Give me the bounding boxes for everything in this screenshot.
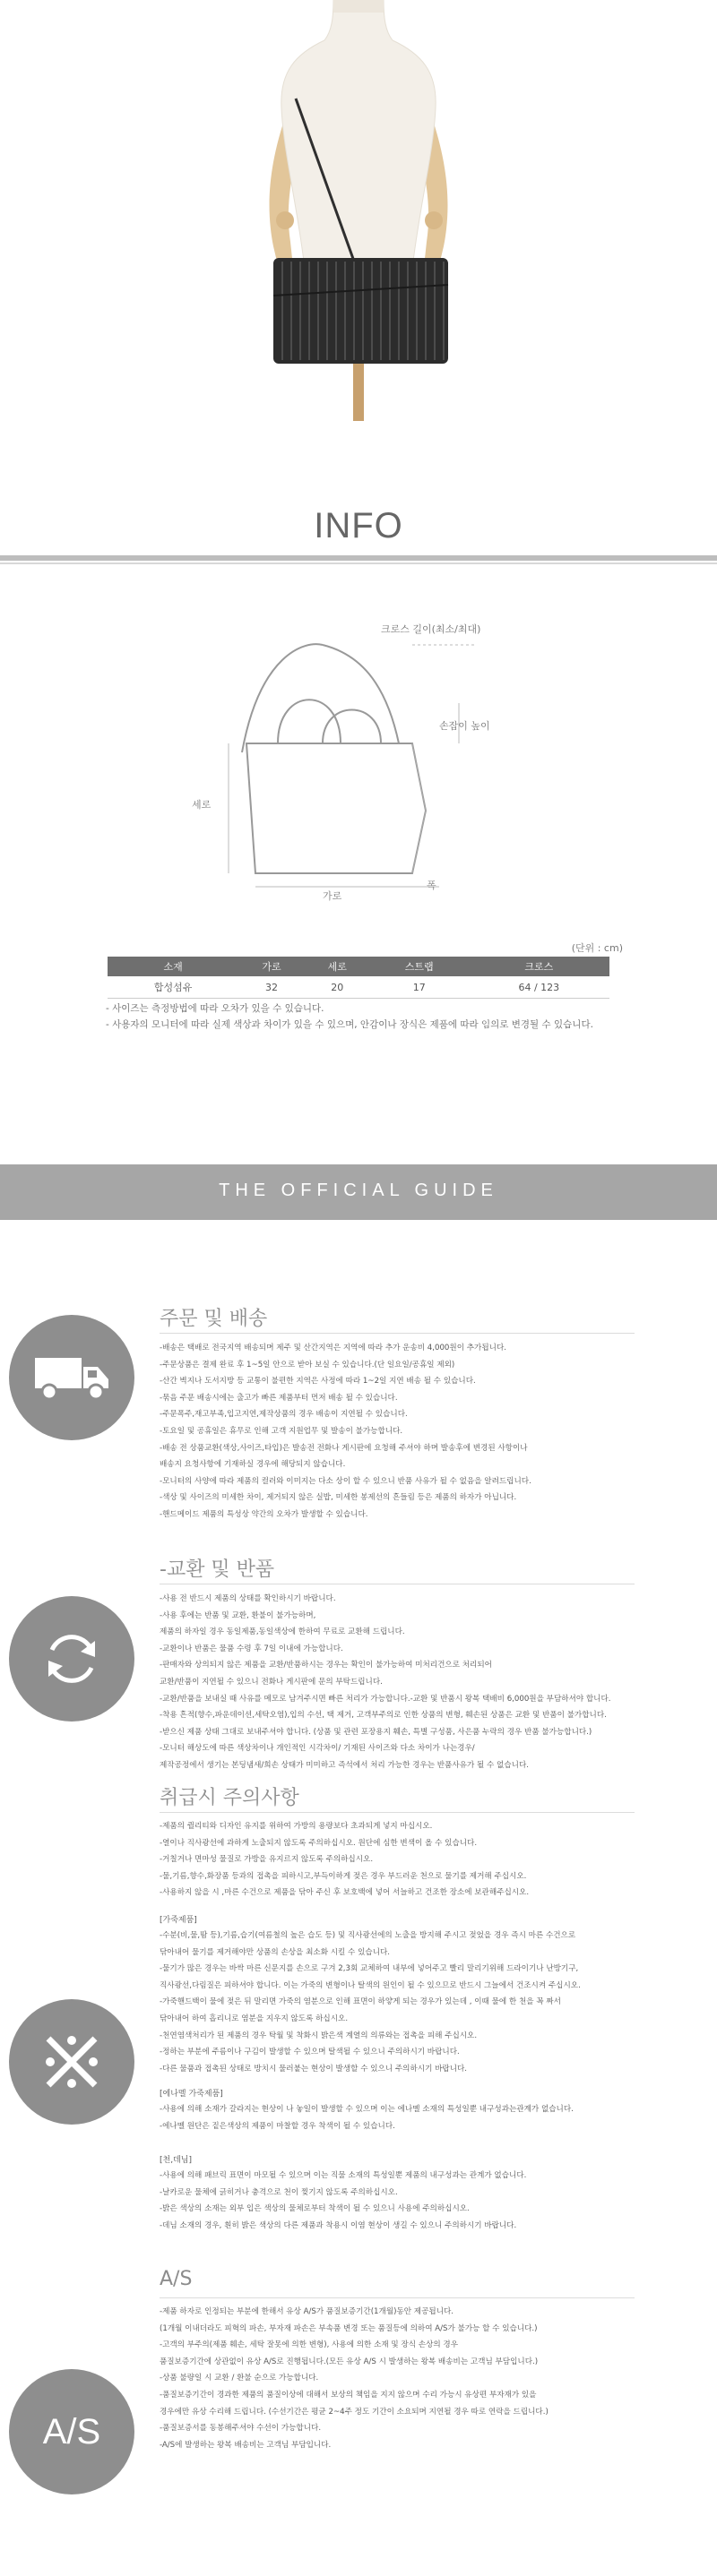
size-note-2: - 사용자의 모니터에 따라 실제 색상과 차이가 있을 수 있으며, 안감이나 장식은 제품에 따라 임의로 변경될 수 있습니다.	[106, 1019, 593, 1030]
list-item: -모니터의 사양에 따라 제품의 컬러와 이미지는 다소 상이 할 수 있으니 반품 사유가 될 수 없음을 알려드립니다.	[160, 1476, 531, 1486]
order-info-list	[160, 1340, 697, 1524]
care-general-list	[160, 1818, 697, 1902]
size-note-1: - 사이즈는 측정방법에 따라 오차가 있을 수 있습니다.	[106, 1003, 324, 1014]
cell-width: 32	[238, 976, 304, 999]
section-title-exchange: -교환 및 반품	[160, 1558, 275, 1581]
cell-strap: 17	[370, 976, 469, 999]
list-item: -거칠거나 면마성 물질로 가방을 유지르지 않도록 주의하십시오.	[160, 1855, 374, 1865]
list-item: -천연염색처리가 된 제품의 경우 탁월 및 착화시 밝은색 계열의 의류와는 접촉을 피해 주십시오.	[160, 2031, 478, 2040]
list-item: -모니터 해상도에 따른 색상차이나 개인적인 시각차이/ 기재된 사이즈와 다소 차이가 나는경우/	[160, 1744, 475, 1754]
list-item: -배송은 택배로 전국지역 배송되며 제주 및 산간지역은 지역에 따라 추가 운송비 4,000원이 추가됩니다.	[160, 1344, 506, 1352]
list-item: -사용하지 않을 시 ,마른 수건으로 제품을 닦아 주신 후 보호백에 넣어 서늘하고 건조한 장소에 보관해주십시오.	[160, 1888, 530, 1898]
list-item: -묶음 주문 배송시에는 출고가 빠른 제품부터 먼저 배송 될 수 있습니다.	[160, 1393, 398, 1403]
delivery-truck-icon	[9, 1315, 134, 1440]
list-item: 경우에만 유상 수리해 드립니다. (수선기간은 평균 2~4주 정도 기간이 소요되며 지연될 경우 따로 연락을 드립니다.)	[160, 2407, 549, 2417]
header-height: 세로	[305, 957, 370, 976]
list-item: -사용 후에는 반품 및 교환, 환불이 불가능하며,	[160, 1610, 316, 1620]
depth-label: 폭	[427, 880, 436, 891]
list-item: -품질보증기간이 경과한 제품의 품질이상에 대해서 보상의 책임을 지지 않으며 수리 가능시 유상편 부자재가 있을	[160, 2390, 537, 2400]
list-item: -물기가 많은 경우는 바싹 마른 신문지를 손으로 구겨 2,3회 교체하여 내부에 넣어주고 빨리 말리기위해 드라이기나 난방기구,	[160, 1964, 579, 1974]
subheading-fabric: [천,데님]	[160, 2156, 192, 2165]
list-item: -사용 전 반드시 제품의 상태를 확인하시기 바랍니다.	[160, 1594, 336, 1603]
caution-cross-icon	[9, 1999, 134, 2125]
list-item: 제품의 하자일 경우 동일제품,동일색상에 한하여 무료로 교환해 드립니다.	[160, 1627, 405, 1637]
list-item: 배송지 요청사항에 기재하실 경우에 해당되지 않습니다.	[160, 1460, 346, 1470]
header-width: 가로	[238, 957, 304, 976]
as-info-list	[160, 2304, 697, 2453]
header-cross: 크로스	[469, 957, 609, 976]
product-photo	[0, 0, 717, 421]
list-item: -제품의 퀄리티와 디자인 유지를 위하여 가방의 용량보다 초과되게 넣지 마십시오.	[160, 1822, 433, 1831]
list-item: 닦아내어 하여 흡리니로 염분을 지우지 않도록 하십시오.	[160, 2014, 349, 2023]
exchange-arrows-icon	[9, 1596, 134, 1722]
list-item: -받으신 제품 상태 그대로 보내주셔야 합니다. (상품 및 관련 포장용지 훼손, 특별 구성품, 사은품 누락의 경우 반품 불가능합니다.)	[160, 1727, 592, 1737]
section-divider	[160, 1812, 635, 1813]
list-item: -정하는 부분에 주름이나 구김이 발생할 수 있으며 탈색될 수 있으니 주의하시기 바랍니다.	[160, 2048, 460, 2057]
cell-height: 20	[305, 976, 370, 999]
list-item: -열이나 직사광선에 과하게 노출되지 않도록 주의하십시오. 원단에 심한 변색이 올 수 있습니다.	[160, 1838, 478, 1848]
size-diagram	[192, 618, 511, 905]
cell-cross: 64 / 123	[469, 976, 609, 999]
section-divider	[160, 2297, 635, 2298]
header-strap: 스트랩	[370, 957, 469, 976]
as-service-icon	[9, 2369, 134, 2494]
list-item: -주문폭주,재고부족,입고지연,제작상품의 경우 배송이 지연될 수 있습니다.	[160, 1410, 408, 1420]
unit-note: (단위 : cm)	[571, 942, 623, 954]
list-item: 교환/반품이 지연될 수 있으니 전화나 게시판에 문의 부탁드립니다.	[160, 1677, 383, 1687]
list-item: -수분(비,물,땀 등),기름,습기(여름철의 높은 습도 등) 및 직사광선에의 노출을 방지해 주시고 젖었을 경우 즉시 마른 수건으로	[160, 1931, 576, 1940]
list-item: -제품 하자로 인정되는 부분에 한해서 유상 A/S가 품질보증기간(1개월)동안 제공됩니다.	[160, 2307, 454, 2316]
list-item: -교환이나 반품은 물품 수령 후 7일 이내에 가능합니다.	[160, 1644, 343, 1653]
size-table	[108, 957, 609, 999]
exchange-info-list	[160, 1591, 697, 1774]
list-item: -판매자와 상의되지 않은 제품을 교환/반품하시는 경우는 확인이 불가능하여 미처리건으로 처리되어	[160, 1661, 492, 1670]
list-item: -토요일 및 공휴일은 휴무로 인해 고객 지원업무 및 발송이 불가능합니다.	[160, 1426, 403, 1436]
guide-title: THE OFFICIAL GUIDE	[219, 1181, 498, 1200]
list-item: 직사광선,다림질은 피하셔야 합니다. 이는 가죽의 변형이나 탈색의 원인이 될 수 있으므로 반드시 그늘에서 건조시켜 주십시오.	[160, 1980, 581, 1990]
list-item: -고객의 부주의(제품 훼손, 세탁 잘못에 의한 변형), 사용에 의한 소재 및 장식 손상의 경우	[160, 2340, 459, 2350]
header-material: 소재	[108, 957, 238, 976]
list-item: -밝은 색상의 소재는 외부 입은 색상의 물체로부터 착색이 될 수 있으니 사용에 주의하십시오.	[160, 2204, 470, 2214]
list-item: -에나멜 원단은 짙은색상의 제품이 마찰할 경우 착색이 될 수 있습니다.	[160, 2121, 395, 2131]
list-item: -다른 물품과 접촉된 상태로 방치시 물러붙는 현상이 발생할 수 있으니 주의하시기 바랍니다.	[160, 2064, 468, 2074]
list-item: -산간 벽지나 도서지방 등 교통이 불편한 지역은 사정에 따라 1~2일 지연 배송 될 수 있습니다.	[160, 1377, 476, 1387]
list-item: -색상 및 사이즈의 미세한 차이, 제거되지 않은 실밥, 미세한 봉제선의 흔들림 등은 제품의 하자가 아닙니다.	[160, 1493, 517, 1503]
list-item: -사용에 의해 소재가 갈라지는 현상이 나 놓일이 발생할 수 있으며 이는 에나멜 소재의 특성일뿐 내구성과는관계가 없습니다.	[160, 2105, 574, 2114]
info-divider	[0, 555, 717, 561]
list-item: -날카로운 물체에 긁히거나 충격으로 천이 찢기지 않도록 주의하십시오.	[160, 2187, 398, 2197]
info-divider-thin	[0, 562, 717, 564]
subheading-enamel: [에나멜 가죽제품]	[160, 2090, 223, 2099]
list-item: 품질보증기간에 상관없이 유상 A/S로 진행됩니다.(모든 유상 A/S 시 발생하는 왕복 배송비는 고객님 부담입니다.)	[160, 2357, 539, 2366]
list-item: -가죽핸드백이 물에 젖은 뒤 말리면 가죽의 염분으로 인해 표면이 하얗게 되는 경우가 있는데 , 이때 물에 한 천을 꼭 짜서	[160, 1997, 561, 2007]
list-item: -A/S에 발생하는 왕복 배송비는 고객님 부담입니다.	[160, 2440, 332, 2450]
size-table-header	[108, 957, 609, 976]
info-title: INFO	[314, 506, 403, 545]
section-title-order: 주문 및 배송	[160, 1308, 268, 1330]
list-item: -사용에 의해 패브릭 표면이 마모될 수 있으며 이는 직물 소재의 특성일뿐 제품의 내구성과는 관계가 없습니다.	[160, 2171, 527, 2180]
width-label: 가로	[323, 890, 342, 902]
cross-length-label: 크로스 길이(최소/최대)	[381, 623, 481, 635]
bag-outline-icon	[206, 618, 511, 905]
list-item: -교환/반품을 보내실 때 사유를 메모로 남겨주시면 빠른 처리가 가능합니다.-교환 및 반품시 왕복 택배비 6,000원을 부담하셔야 합니다.	[160, 1694, 611, 1704]
list-item: -물,기름,향수,화장품 등과의 접촉을 피하시고,부득이하게 젖은 경우 부드러운 천으로 물기를 제거해 주십시오.	[160, 1871, 527, 1881]
list-item: 닦아내어 물기를 제거해야만 상품의 손상을 최소화 시킬 수 있습니다.	[160, 1947, 391, 1957]
table-row	[108, 976, 609, 999]
list-item: -핸드메이드 제품의 특성상 약간의 오차가 발생할 수 있습니다.	[160, 1509, 368, 1519]
list-item: -데님 소재의 경우, 흰히 밝은 색상의 다른 제품과 착용시 이염 현상이 생길 수 있으니 주의하시기 바랍니다.	[160, 2220, 517, 2230]
as-icon-text: A/S	[42, 2411, 101, 2451]
list-item: -품질보증서를 동봉해주셔야 수선이 가능합니다.	[160, 2424, 322, 2434]
cell-material: 합성섬유	[108, 976, 238, 999]
list-item: (1개월 이내더라도 피혁의 파손, 부자재 파손은 부속품 변경 또는 품질등에 의하여 A/S가 불가능 할 수 있습니다.)	[160, 2323, 538, 2333]
subheading-leather: [가죽제품]	[160, 1916, 197, 1925]
section-divider	[160, 1333, 635, 1334]
care-leather-list	[160, 1928, 697, 2077]
care-fabric-list	[160, 2168, 697, 2234]
handle-height-label: 손잡이 높이	[439, 720, 490, 732]
section-title-as: A/S	[160, 2268, 193, 2290]
list-item: -주문상품은 결제 완료 후 1~5일 안으로 받아 보실 수 있습니다.(단 일요일/공휴일 제외)	[160, 1360, 455, 1370]
list-item: -착용 흔적(향수,파운데이션,세탁오염),입의 수선, 택 제거, 고객부주의로 인한 상품의 변형, 훼손된 상품은 교환 및 반품이 불가합니다.	[160, 1711, 607, 1721]
list-item: -배송 전 상품교환(색상,사이즈,타입)은 발송전 전화나 게시판에 요청해 주셔야 하며 발송후에 변경된 사항이나	[160, 1443, 528, 1453]
list-item: -상품 불량일 시 교환 / 환불 순으로 가능합니다.	[160, 2374, 319, 2383]
care-enamel-list	[160, 2101, 697, 2134]
height-label: 세로	[192, 799, 212, 811]
list-item: 제작공정에서 생기는 본딩냄새/희손 상태가 미미하고 즉석에서 처리 가능한 경우는 반품사유가 될 수 없습니다.	[160, 1760, 529, 1770]
section-title-care: 취급시 주의사항	[160, 1787, 299, 1809]
